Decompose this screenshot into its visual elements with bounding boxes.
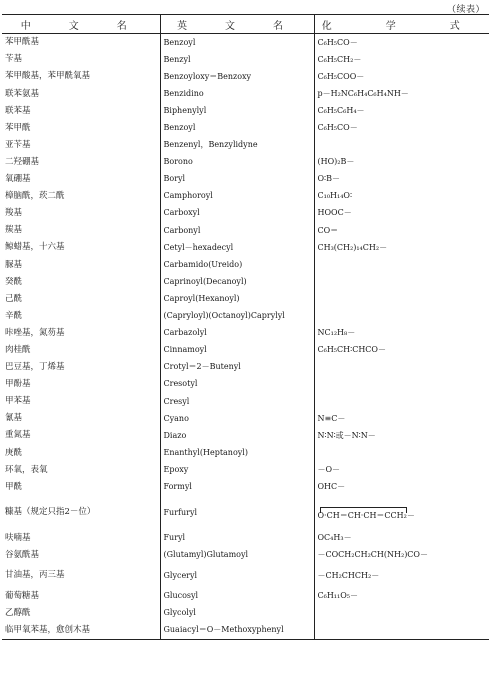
- formula: [314, 622, 489, 640]
- formula: [314, 256, 489, 273]
- chinese-name: 谷氨酰基: [5, 549, 40, 560]
- chinese-name: 癸酰: [5, 276, 23, 287]
- table-row: [2, 547, 489, 564]
- ring-formula: O·CH＝CH·CH＝CCH₂－: [318, 505, 415, 520]
- chinese-name: 辛酰: [5, 310, 23, 321]
- chinese-name: 樟脑酰，莰二酰: [5, 191, 65, 202]
- chinese-name: 氧硼基: [5, 174, 31, 185]
- table-row: [2, 342, 489, 359]
- formula: C₆H₅CH₂－: [317, 54, 362, 64]
- english-name: Carbazolyl: [160, 325, 314, 342]
- formula: [314, 308, 489, 325]
- formula: [314, 444, 489, 461]
- english-name: Glyceryl: [160, 564, 314, 588]
- formula: C₆H₅C₆H₄－: [317, 105, 365, 115]
- table-row: [2, 427, 489, 444]
- english-name: Diazo: [160, 427, 314, 444]
- english-name: Cresotyl: [160, 376, 314, 393]
- english-name: Guaiacyl＝O－Methoxyphenyl: [160, 622, 314, 640]
- formula: [314, 290, 489, 307]
- chinese-name: 重氮基: [5, 430, 31, 441]
- formula: C₆H₅CH∶CHCO－: [317, 345, 386, 355]
- formula: C₆H₅CO－: [317, 37, 358, 47]
- table-row: [2, 222, 489, 239]
- english-name: Benzyl: [160, 51, 314, 68]
- table-row: [2, 410, 489, 427]
- table-row: [2, 564, 489, 588]
- formula: C₆H₅CO－: [317, 123, 358, 133]
- formula: [314, 496, 489, 530]
- table-row: [2, 119, 489, 136]
- english-name: Cetyl－hexadecyl: [160, 239, 314, 256]
- chinese-name: 临甲氧苯基，愈创木基: [2, 622, 160, 640]
- chinese-name: 呋喃基: [5, 532, 31, 543]
- english-name: Caprinoyl(Decanoyl): [160, 273, 314, 290]
- table-header-row: [2, 15, 489, 34]
- table-row: [2, 325, 489, 342]
- english-name: Glucosyl: [160, 588, 314, 605]
- english-name: (Glutamyl)Glutamoyl: [160, 547, 314, 564]
- chinese-name: 糠基（规定只指2－位）: [5, 507, 96, 518]
- english-name: Formyl: [160, 478, 314, 495]
- chinese-name: 甲苯基: [5, 396, 31, 407]
- english-name: Glycolyl: [160, 605, 314, 622]
- formula: [314, 273, 489, 290]
- english-name: Biphenylyl: [160, 102, 314, 119]
- english-name: Epoxy: [160, 461, 314, 478]
- english-name: Carbonyl: [160, 222, 314, 239]
- table-row: [2, 154, 489, 171]
- table-row: [2, 137, 489, 154]
- formula: OC₄H₃－: [317, 533, 352, 543]
- table-row: [2, 393, 489, 410]
- formula: C₁₀H₁₄O∶: [317, 191, 353, 201]
- table-row: [2, 205, 489, 222]
- formula: NC₁₂H₈－: [317, 328, 356, 338]
- formula: OHC－: [317, 481, 346, 491]
- header-chinese-name: 中 文 名: [2, 15, 160, 34]
- formula: [314, 605, 489, 622]
- chinese-name: 羰基: [5, 225, 23, 236]
- table-row: [2, 102, 489, 119]
- english-name: Borono: [160, 154, 314, 171]
- formula: C₆H₅COO－: [317, 71, 365, 81]
- english-name: Boryl: [160, 171, 314, 188]
- formula: N∶N∶或－N∶N－: [317, 430, 376, 440]
- chinese-name: 羧基: [5, 208, 23, 219]
- table-row: [2, 588, 489, 605]
- formula: CH₃(CH₂)₁₄CH₂－: [317, 242, 388, 252]
- table-row: [2, 34, 489, 52]
- chinese-name: 乙醇酰: [5, 608, 31, 619]
- table-row: [2, 239, 489, 256]
- formula: －O－: [317, 464, 341, 474]
- formula: C₆H₁₁O₅－: [317, 591, 358, 601]
- table-row: [2, 605, 489, 622]
- chinese-name: 苯甲酰: [5, 122, 31, 133]
- chinese-name: 甲酰: [5, 481, 23, 492]
- chinese-name: 联苯基: [5, 105, 31, 116]
- chinese-name: 苯甲酰基: [5, 37, 40, 48]
- table-row: [2, 256, 489, 273]
- table-row: [2, 273, 489, 290]
- formula: p－H₂NC₆H₄C₆H₄NH－: [317, 88, 409, 98]
- table-row: [2, 308, 489, 325]
- table-row: [2, 496, 489, 530]
- formula: N≡C－: [317, 413, 346, 423]
- continued-note: （续表）: [446, 5, 485, 15]
- chinese-name: 鲸蜡基，十六基: [5, 242, 65, 253]
- table-row: [2, 171, 489, 188]
- formula: (HO)₂B－: [317, 157, 355, 167]
- table-row: [2, 376, 489, 393]
- english-name: Benzoyl: [160, 119, 314, 136]
- table-row: [2, 68, 489, 85]
- chinese-name: 甲酚基: [5, 379, 31, 390]
- chinese-name: 巴豆基，丁烯基: [5, 362, 65, 373]
- header-formula: 化 学 式: [314, 15, 489, 34]
- chinese-name: 氰基: [5, 413, 23, 424]
- english-name: Benzidino: [160, 85, 314, 102]
- english-name: Furyl: [160, 530, 314, 547]
- formula: HOOC－: [317, 208, 352, 218]
- chinese-name: 联苯氨基: [5, 88, 40, 99]
- english-name: Enanthyl(Heptanoyl): [160, 444, 314, 461]
- english-name: Carbamido(Ureido): [160, 256, 314, 273]
- chinese-name: 肉桂酰: [5, 344, 31, 355]
- header-english-name: 英 文 名: [160, 15, 314, 34]
- formula: [314, 393, 489, 410]
- english-name: Benzenyl，Benzylidyne: [160, 137, 314, 154]
- chinese-name: 庚酰: [5, 447, 23, 458]
- english-name: Cresyl: [160, 393, 314, 410]
- formula: O∶B－: [317, 174, 341, 184]
- table-row: [2, 51, 489, 68]
- chinese-name: 苄基: [5, 54, 23, 65]
- table-row: [2, 188, 489, 205]
- english-name: Cyano: [160, 410, 314, 427]
- formula: [314, 376, 489, 393]
- formula: [314, 359, 489, 376]
- english-name: Cinnamoyl: [160, 342, 314, 359]
- formula: －COCH₂CH₂CH(NH₂)CO－: [317, 550, 428, 560]
- table-row: [2, 444, 489, 461]
- chinese-name: 己酰: [5, 293, 23, 304]
- english-name: Caproyl(Hexanoyl): [160, 290, 314, 307]
- english-name: Furfuryl: [160, 496, 314, 530]
- chinese-name: 葡萄糖基: [5, 591, 40, 602]
- chinese-name: 脲基: [5, 259, 23, 270]
- english-name: Benzoyloxy＝Benzoxy: [160, 68, 314, 85]
- english-name: Carboxyl: [160, 205, 314, 222]
- chinese-name: 咔唑基，氮芴基: [5, 327, 65, 338]
- english-name: (Capryloyl)(Octanoyl)Caprylyl: [160, 308, 314, 325]
- chinese-name: 苯甲酸基，苯甲酰氧基: [5, 71, 91, 82]
- table-row: [2, 530, 489, 547]
- formula: [314, 137, 489, 154]
- table-row: [2, 290, 489, 307]
- table-row: [2, 478, 489, 495]
- table-row: [2, 359, 489, 376]
- table-row: [2, 461, 489, 478]
- chinese-name: 二羟硼基: [5, 156, 40, 167]
- table-row: [2, 622, 489, 640]
- formula: CO＝: [317, 225, 339, 235]
- chinese-name: 环氧，表氧: [5, 464, 48, 475]
- english-name: Crotyl＝2－Butenyl: [160, 359, 314, 376]
- formula: －CH₂CHCH₂－: [317, 570, 380, 580]
- english-name: Camphoroyl: [160, 188, 314, 205]
- chinese-name: 亚苄基: [5, 139, 31, 150]
- radical-name-table: [2, 14, 489, 640]
- chinese-name: 甘油基，丙三基: [5, 570, 65, 581]
- english-name: Benzoyl: [160, 34, 314, 52]
- table-row: [2, 85, 489, 102]
